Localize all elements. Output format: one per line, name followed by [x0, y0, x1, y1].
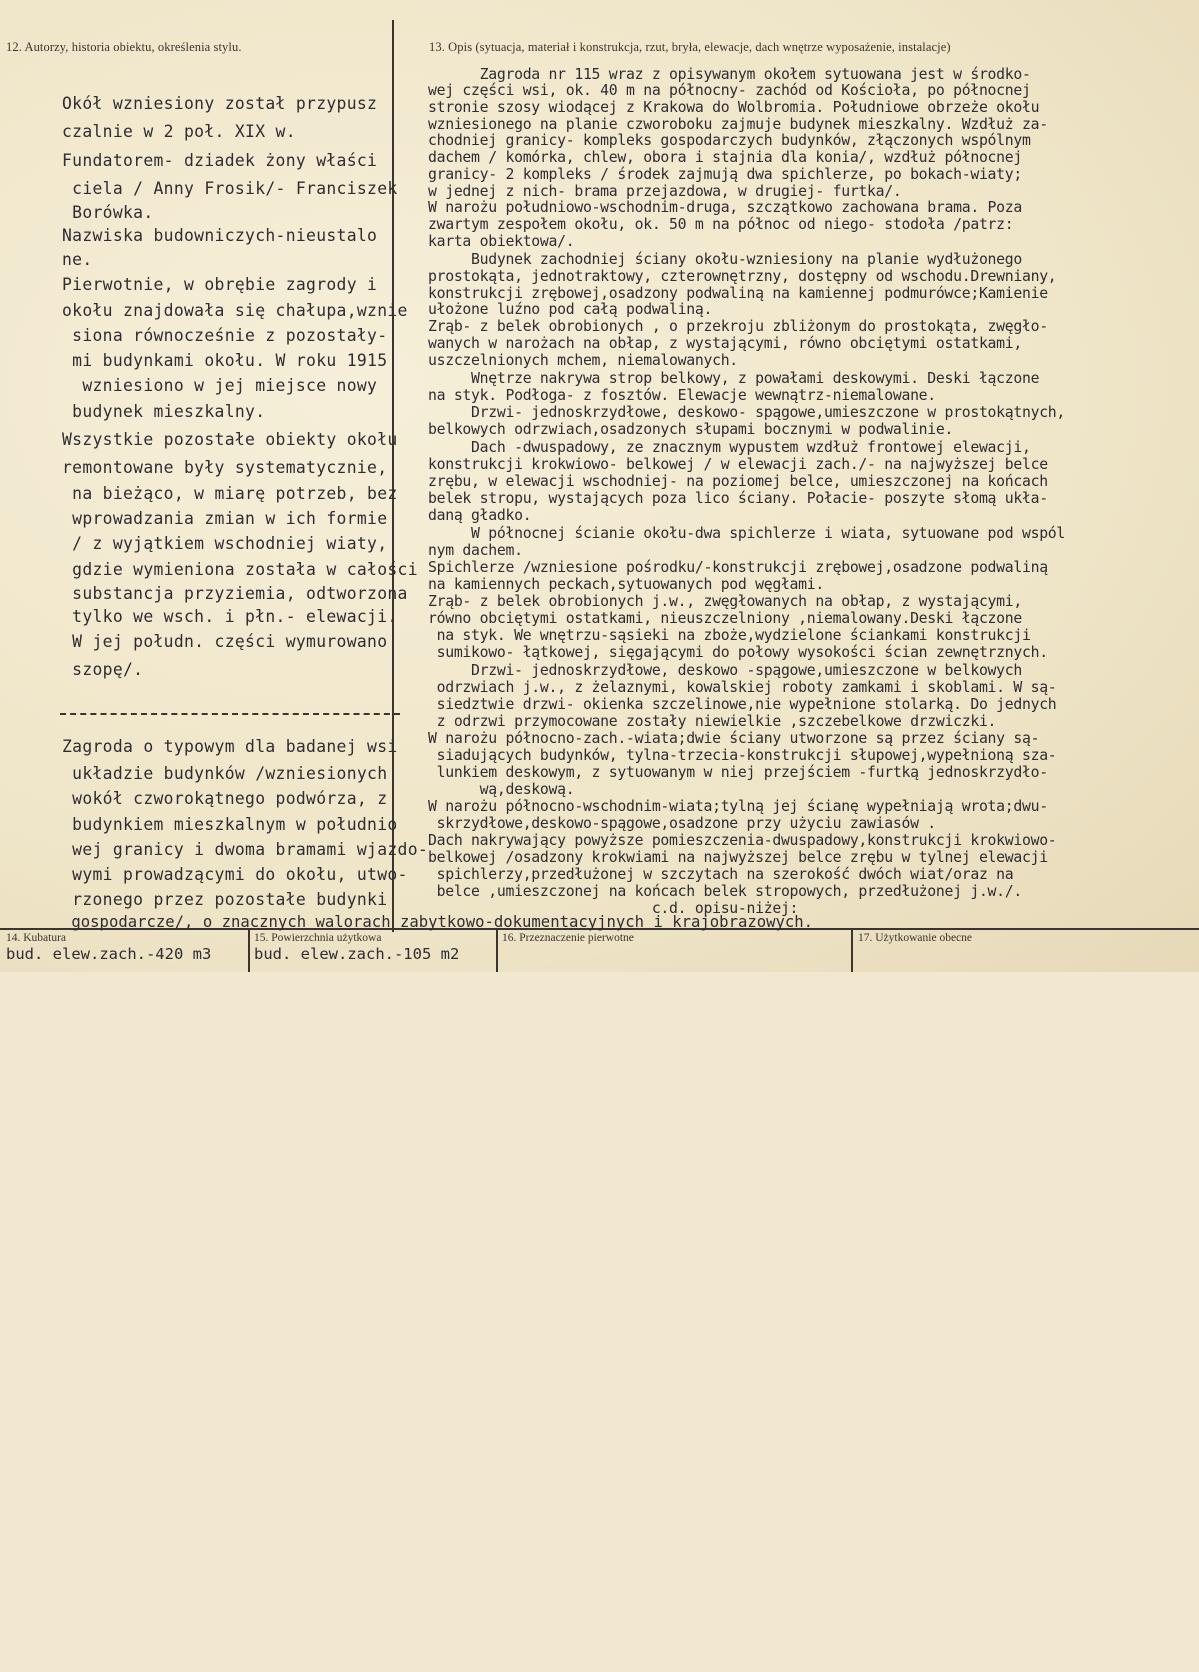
text-line: belce ,umieszczonej na końcach belek stropowych, przedłużonej j.w./. — [428, 883, 1022, 900]
column-divider — [392, 20, 394, 932]
text-line: na styk. Podłoga- z fosztów. Elewacje wewnątrz-niemalowane. — [428, 387, 936, 404]
text-line: wzniesiono w jej miejsce nowy — [62, 376, 378, 395]
text-line: prostokąta, jednotraktowy, czterownętrzny, dostępny od wschodu.Drewniany, — [428, 268, 1057, 285]
text-line: okołu znajdowała się chałupa,wznie — [62, 301, 408, 320]
text-line: rzonego przez pozostałe budynki — [62, 890, 388, 909]
text-line: belek stropu, wystających poza lico ściany. Połacie- poszyte słomą ukła- — [428, 490, 1048, 507]
text-line: wprowadzania zmian w ich formie — [62, 509, 388, 528]
text-line: ne. — [62, 250, 93, 269]
text-line: nym dachem. — [428, 542, 523, 559]
text-line: mi budynkami okołu. W roku 1915 — [62, 351, 388, 370]
text-line: Drzwi- jednoskrzydłowe, deskowo- spągowe,umieszczone w prostokątnych, — [428, 404, 1066, 421]
text-line: Zrąb- z belek obrobionych , o przekroju zbliżonym do prostokąta, zwęgło- — [428, 318, 1048, 335]
text-line: szopę/. — [62, 660, 144, 679]
text-line: c.d. opisu-niżej: — [428, 900, 799, 917]
text-line: na styk. We wnętrzu-sąsieki na zboże,wydzielone ściankami konstrukcji — [428, 627, 1031, 644]
text-line: w jednej z nich- brama przejazdowa, w drugiej- furtka/. — [428, 183, 902, 200]
text-line: uszczelnionych mchem, niemalowanych. — [428, 352, 738, 369]
text-line: Borówka. — [62, 203, 154, 222]
text-line: Wszystkie pozostałe obiekty okołu — [62, 430, 398, 449]
text-line: Budynek zachodniej ściany okołu-wzniesiony na planie wydłużonego — [428, 251, 1022, 268]
text-line: sumikowo- łątkowej, sięgającymi do połowy wysokości ścian zewnętrznych. — [428, 644, 1048, 661]
text-line: granicy- 2 kompleks / środek zajmują dwa spichlerze, po bokach-wiaty; — [428, 166, 1022, 183]
text-line: siadujących budynków, tylna-trzecia-konstrukcji słupowej,wypełnioną sza- — [428, 747, 1057, 764]
text-line: stronie szosy wiodącej z Krakowa do Wolbromia. Południowe obrzeże okołu — [428, 99, 1040, 116]
text-line: Zrąb- z belek obrobionych j.w., zwęgłowanych na obłap, z wystającymi, — [428, 593, 1022, 610]
text-line: W narożu północno-zach.-wiata;dwie ściany utworzone są przez ściany są- — [428, 730, 1040, 747]
field-15-label: 15. Powierzchnia użytkowa — [254, 932, 382, 944]
text-line: odrzwiach j.w., z żelaznymi, kowalskiej roboty zamkami i skoblami. W są- — [428, 679, 1057, 696]
text-line: wzniesionego na planie czworoboku zajmuje budynek mieszkalny. Wzdłuż za- — [428, 116, 1048, 133]
section-13-header: 13. Opis (sytuacja, materiał i konstrukcja, rzut, bryła, elewacje, dach wnętrze wyposażenie, instalacje) — [429, 40, 951, 54]
text-line: W narożu północno-wschodnim-wiata;tylną jej ścianę wypełniają wrota;dwu- — [428, 798, 1048, 815]
dashed-separator — [60, 713, 400, 715]
text-line: belkowych odrzwiach,osadzonych słupami bocznymi w podwalinie. — [428, 421, 954, 438]
text-line: na kamiennych peckach,sytuowanych pod węgłami. — [428, 576, 824, 593]
text-line: Pierwotnie, w obrębie zagrody i — [62, 275, 378, 294]
text-line: Spichlerze /wzniesione pośrodku/-konstrukcji zrębowej,osadzone podwaliną — [428, 559, 1048, 576]
text-line: W jej połudn. części wymurowano — [62, 632, 388, 651]
text-line: wymi prowadzącymi do okołu, utwo- — [62, 865, 408, 884]
cell-divider-3 — [851, 928, 853, 972]
text-line: remontowane były systematycznie, — [62, 458, 388, 477]
text-line: lunkiem deskowym, z sytuowanym w niej przejściem -furtką jednoskrzydło- — [428, 764, 1048, 781]
text-line: ciela / Anny Frosik/- Franciszek — [62, 179, 398, 198]
text-line: konstrukcji krokwiowo- belkowej / w elewacji zach./- na najwyższej belce — [428, 456, 1048, 473]
text-line: konstrukcji zrębowej,osadzony podwaliną na kamiennej podmurówce;Kamienie — [428, 285, 1048, 302]
text-line: Dach -dwuspadowy, ze znacznym wypustem wzdłuż frontowej elewacji, — [428, 439, 1031, 456]
text-line: karta obiektowa/. — [428, 233, 575, 250]
text-line: budynek mieszkalny. — [62, 402, 266, 421]
text-line: wej granicy i dwoma bramami wjazdo- — [62, 840, 429, 859]
text-line: Nazwiska budowniczych-nieustalo — [62, 226, 378, 245]
text-line: budynkiem mieszkalnym w południo — [62, 815, 398, 834]
text-line: Zagroda nr 115 wraz z opisywanym okołem sytuowana jest w środko- — [428, 66, 1031, 83]
text-line: Zagroda o typowym dla badanej wsi — [62, 737, 398, 756]
text-line: zrębu, w elewacji wschodniej- na poziomej belce, umieszczonej na końcach — [428, 473, 1048, 490]
text-line: ułożone luźno pod całą podwaliną. — [428, 301, 713, 318]
text-line: na bieżąco, w miarę potrzeb, bez — [62, 484, 398, 503]
text-line: wanych w narożach na obłap, z wystającymi, równo obciętymi ostatkami, — [428, 335, 1022, 352]
text-line: daną gładko. — [428, 507, 532, 524]
cell-divider-1 — [248, 928, 250, 972]
field-17-label: 17. Użytkowanie obecne — [858, 932, 973, 944]
text-line: W północnej ścianie okołu-dwa spichlerze i wiata, sytuowane pod wspól — [428, 525, 1066, 542]
text-line: W narożu południowo-wschodnim-druga, szczątkowo zachowana brama. Poza — [428, 199, 1022, 216]
text-line: siona równocześnie z pozostały- — [62, 326, 388, 345]
text-line: dachem / komórka, chlew, obora i stajnia dla konia/, wzdłuż północnej — [428, 149, 1022, 166]
text-line: skrzydłowe,deskowo-spągowe,osadzone przy użyciu zawiasów . — [428, 815, 936, 832]
text-line: równo obciętymi ostatkami, nieuszczelniony ,niemalowany.Deski łączone — [428, 610, 1022, 627]
text-line: czalnie w 2 poł. XIX w. — [62, 122, 296, 141]
field-16-label: 16. Przeznaczenie pierwotne — [502, 932, 634, 944]
text-line: belkowej /osadzony krokwiami na najwyższej belce zrębu w tylnej elewacji — [428, 849, 1048, 866]
text-line: układzie budynków /wzniesionych — [62, 764, 388, 783]
text-line: gospodarcze/, o znacznych walorach zabytkowo-dokumentacyjnych i krajobrazowych. — [62, 913, 814, 931]
text-line: wokół czworokątnego podwórza, z — [62, 789, 388, 808]
text-line: tylko we wsch. i płn.- elewacji. — [62, 607, 398, 626]
cell-divider-2 — [496, 928, 498, 972]
text-line: Okół wzniesiony został przypusz — [62, 94, 378, 113]
field-14-value: bud. elew.zach.-420 m3 — [6, 945, 212, 963]
text-line: chodniej granicy- kompleks gospodarczych budynków, złączonych wspólnym — [428, 132, 1031, 149]
text-line: Dach nakrywający powyższe pomieszczenia-dwuspadowy,konstrukcji krokwiowo- — [428, 832, 1057, 849]
text-line: z odrzwi przymocowane zostały niewielkie ,szczebelkowe drzwiczki. — [428, 713, 997, 730]
text-line: zwartym zespołem okołu, ok. 50 m na północ od niego- stodoła /patrz: — [428, 216, 1014, 233]
text-line: Wnętrze nakrywa strop belkowy, z powałami deskowymi. Deski łączone — [428, 370, 1040, 387]
text-line: substancja przyziemia, odtworzona — [62, 584, 408, 603]
text-line: Fundatorem- dziadek żony właści — [62, 151, 378, 170]
text-line: Drzwi- jednoskrzydłowe, deskowo -spągowe,umieszczone w belkowych — [428, 662, 1022, 679]
text-line: wą,deskową. — [428, 781, 575, 798]
field-15-value: bud. elew.zach.-105 m2 — [254, 945, 460, 963]
text-line: wej części wsi, ok. 40 m na północny- zachód od Kościoła, po północnej — [428, 82, 1031, 99]
text-line: siedztwie drzwi- okienka szczelinowe,nie wypełnione stolarką. Do jednych — [428, 696, 1057, 713]
section-12-header: 12. Autorzy, historia obiektu, określenia stylu. — [6, 40, 242, 54]
text-line: spichlerzy,przedłużonej w szczytach na szerokość dwóch wiat/oraz na — [428, 866, 1014, 883]
text-line: / z wyjątkiem wschodniej wiaty, — [62, 534, 388, 553]
field-14-label: 14. Kubatura — [6, 932, 67, 944]
text-line: gdzie wymieniona została w całości — [62, 560, 418, 579]
